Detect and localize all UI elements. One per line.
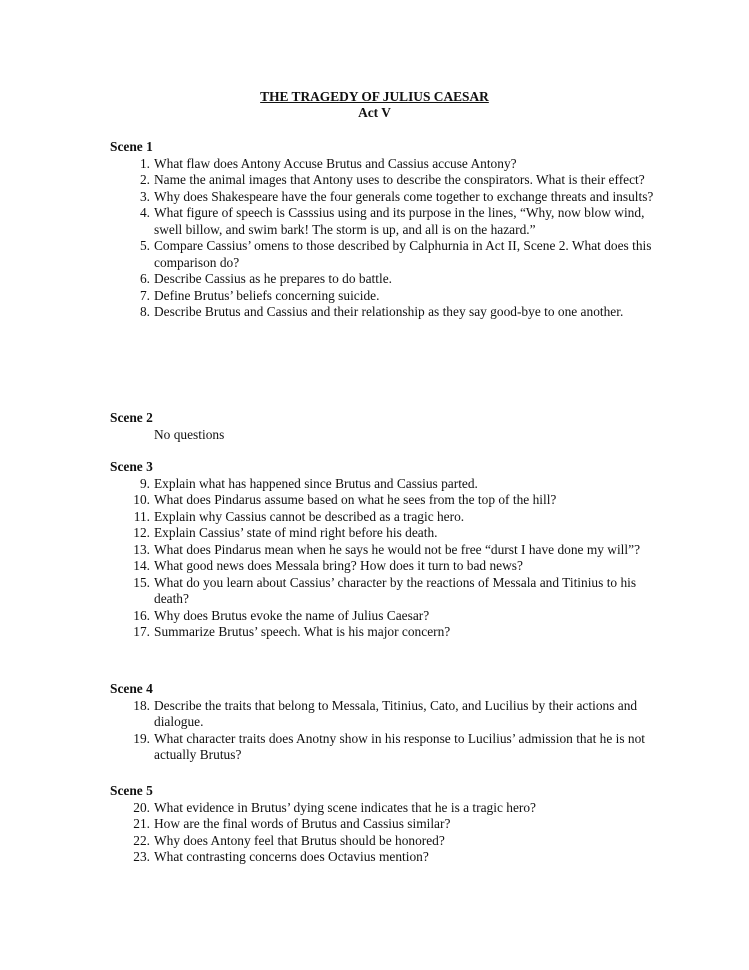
question-number: 21. — [133, 816, 150, 831]
question-item — [110, 476, 670, 493]
scene-heading: Scene 5 — [110, 783, 153, 798]
question-item — [110, 492, 670, 509]
question-text: Describe Cassius as he prepares to do battle. — [154, 271, 392, 286]
question-number: 3. — [139, 188, 150, 204]
question-item — [110, 558, 670, 575]
question-item — [110, 288, 670, 305]
question-item — [110, 525, 670, 542]
question-list — [110, 800, 670, 866]
question-number: 13. — [133, 541, 150, 557]
question-number: 11. — [133, 508, 150, 524]
question-text: Why does Brutus evoke the name of Julius Caesar? — [154, 607, 430, 623]
question-text: What does Pindarus assume based on what he sees from the top of the hill? — [154, 492, 557, 507]
question-item — [110, 731, 670, 764]
document-subtitle: Act V — [358, 105, 391, 120]
question-number: 14. — [133, 558, 150, 573]
question-text: Explain why Cassius cannot be described as a tragic hero. — [154, 508, 465, 524]
question-number: 12. — [133, 525, 150, 540]
scene-5-section — [110, 783, 670, 866]
question-item — [110, 608, 670, 625]
question-item — [110, 271, 670, 288]
question-number: 7. — [139, 287, 150, 303]
question-text: Explain Cassius’ state of mind right before his death. — [154, 525, 438, 540]
question-item — [110, 800, 670, 817]
question-number: 20. — [133, 799, 150, 815]
question-number: 9. — [139, 475, 150, 491]
question-number: 23. — [133, 849, 150, 864]
scene-3-section — [110, 459, 670, 641]
question-text: What do you learn about Cassius’ character by the reactions of Messala and Titinius to his death? — [154, 574, 637, 606]
question-number: 2. — [139, 172, 150, 187]
question-number: 5. — [139, 238, 150, 253]
question-number: 16. — [133, 607, 150, 623]
question-text: Define Brutus’ beliefs concerning suicide. — [154, 287, 380, 303]
question-text: What contrasting concerns does Octavius mention? — [154, 849, 429, 864]
question-text: What evidence in Brutus’ dying scene indicates that he is a tragic hero? — [154, 799, 536, 815]
question-item — [110, 238, 670, 271]
question-text: Summarize Brutus’ speech. What is his major concern? — [154, 624, 451, 639]
no-questions-note: No questions — [154, 426, 225, 442]
scene-heading: Scene 2 — [110, 410, 153, 425]
question-text: What good news does Messala bring? How does it turn to bad news? — [154, 558, 523, 573]
question-list — [110, 698, 670, 764]
question-item — [110, 849, 670, 866]
question-text: Compare Cassius’ omens to those described by Calphurnia in Act II, Scene 2. What does this comparison do? — [154, 238, 652, 270]
question-text: Why does Antony feel that Brutus should be honored? — [154, 832, 445, 848]
question-item — [110, 304, 670, 321]
question-number: 8. — [139, 304, 150, 319]
question-text: What figure of speech is Casssius using and its purpose in the lines, “Why, now blow wind, swell billow, and swim bark! The storm is up, and all is on the hazard.” — [154, 205, 645, 237]
question-item — [110, 172, 670, 189]
question-list — [110, 156, 670, 321]
scene-4-section — [110, 681, 670, 764]
question-text: Name the animal images that Antony uses to describe the conspirators. What is their effect? — [154, 172, 645, 187]
question-number: 10. — [133, 492, 150, 507]
question-text: What flaw does Antony Accuse Brutus and Cassius accuse Antony? — [154, 155, 517, 171]
document-title: THE TRAGEDY OF JULIUS CAESAR — [260, 89, 489, 104]
scene-heading: Scene 4 — [110, 681, 153, 696]
question-text: Explain what has happened since Brutus and Cassius parted. — [154, 475, 478, 491]
question-text: Describe the traits that belong to Messala, Titinius, Cato, and Lucilius by their actions and dialogue. — [154, 697, 638, 729]
question-item — [110, 698, 670, 731]
scene-heading: Scene 3 — [110, 459, 153, 474]
question-item — [110, 509, 670, 526]
question-text: How are the final words of Brutus and Cassius similar? — [154, 816, 451, 831]
question-item — [110, 205, 670, 238]
question-number: 22. — [133, 832, 150, 848]
question-item — [110, 624, 670, 641]
question-item — [110, 833, 670, 850]
question-number: 19. — [133, 730, 150, 746]
question-number: 6. — [139, 271, 150, 286]
question-item — [110, 816, 670, 833]
scene-heading: Scene 1 — [110, 139, 153, 154]
question-text: Why does Shakespeare have the four generals come together to exchange threats and insults? — [154, 188, 654, 204]
question-item — [110, 189, 670, 206]
question-number: 15. — [133, 574, 150, 590]
question-text: What does Pindarus mean when he says he would not be free “durst I have done my will”? — [154, 541, 641, 557]
scene-1-section — [110, 139, 670, 321]
question-number: 18. — [133, 697, 150, 713]
question-number: 17. — [133, 624, 150, 639]
question-item — [110, 542, 670, 559]
question-list — [110, 476, 670, 641]
question-text: Describe Brutus and Cassius and their relationship as they say good-bye to one another. — [154, 304, 624, 319]
question-item — [110, 156, 670, 173]
question-number: 4. — [139, 205, 150, 220]
question-item — [110, 575, 670, 608]
scene-2-section — [110, 410, 670, 443]
question-number: 1. — [139, 155, 150, 171]
question-text: What character traits does Anotny show in his response to Lucilius’ admission that he is not actually Brutus? — [154, 730, 646, 762]
